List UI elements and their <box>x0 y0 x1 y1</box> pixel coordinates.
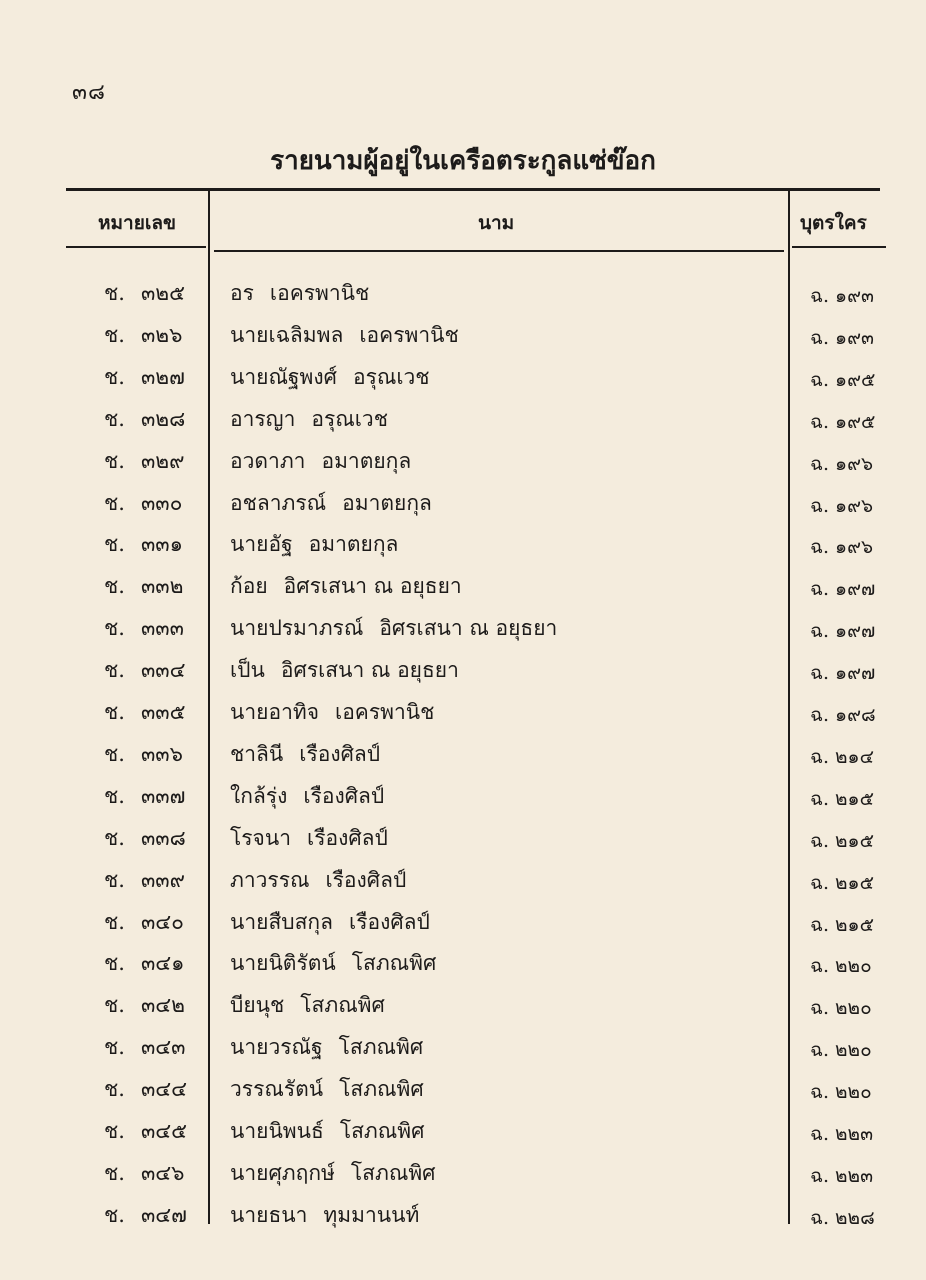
last-name: เรืองศิลป์ <box>303 784 385 808</box>
last-name: โสภณพิศ <box>338 1035 424 1059</box>
row-prefix: ช. <box>104 826 125 850</box>
last-name: อรุณเวช <box>311 407 388 431</box>
row-prefix: ช. <box>104 323 125 347</box>
table-row <box>0 570 926 610</box>
page-title: รายนามผู้อยู่ในเครือตระกูลแซ่ข๊อก <box>270 146 656 176</box>
first-name: ก้อย <box>230 574 268 598</box>
row-child-of: ฉ. ๒๑๕ <box>810 914 874 936</box>
last-name: ทุมมานนท์ <box>323 1203 420 1227</box>
table-row <box>0 654 926 694</box>
row-index: ๓๔๖ <box>140 1161 185 1185</box>
row-index: ๓๔๗ <box>140 1203 187 1227</box>
row-prefix: ช. <box>104 532 125 556</box>
last-name: อรุณเวช <box>352 365 430 389</box>
row-prefix: ช. <box>104 951 125 975</box>
row-number <box>104 906 184 939</box>
table-row <box>0 906 926 946</box>
row-prefix: ช. <box>104 407 125 431</box>
row-prefix: ช. <box>104 784 125 808</box>
row-index: ๓๓๔ <box>140 658 186 682</box>
row-prefix: ช. <box>104 700 125 724</box>
row-index: ๓๒๖ <box>140 323 183 347</box>
table-row <box>0 528 926 568</box>
table-row <box>0 487 926 527</box>
last-name: โสภณพิศ <box>300 993 385 1017</box>
row-number <box>104 1199 187 1232</box>
table-row <box>0 403 926 443</box>
row-number <box>104 1157 185 1190</box>
first-name: นายนิติรัตน์ <box>230 951 336 975</box>
last-name: เอครพานิช <box>335 700 435 724</box>
first-name: นายศุภฤกษ์ <box>230 1161 335 1185</box>
row-prefix: ช. <box>104 574 125 598</box>
row-name <box>230 1115 424 1148</box>
row-name <box>230 738 380 771</box>
last-name: โสภณพิศ <box>339 1077 424 1101</box>
row-index: ๓๓๑ <box>140 532 183 556</box>
row-prefix: ช. <box>104 491 125 515</box>
table-row <box>0 319 926 359</box>
first-name: นายอาทิจ <box>230 700 320 724</box>
table-row <box>0 696 926 736</box>
row-index: ๓๓๒ <box>140 574 184 598</box>
row-index: ๓๔๒ <box>140 993 186 1017</box>
first-name: วรรณรัตน์ <box>230 1077 324 1101</box>
first-name: นายปรมาภรณ์ <box>230 616 364 640</box>
first-name: บียนุช <box>230 993 285 1017</box>
last-name: เรืองศิลป์ <box>307 826 388 850</box>
row-child-of: ฉ. ๒๒๐ <box>810 997 872 1019</box>
last-name: เรืองศิลป์ <box>349 910 430 934</box>
table-top-rule <box>66 188 880 191</box>
row-name <box>230 361 430 394</box>
row-name <box>230 277 369 310</box>
first-name: โรจนา <box>230 826 292 850</box>
first-name: เป็น <box>230 658 265 682</box>
first-name: ภาวรรณ <box>230 868 310 892</box>
row-child-of: ฉ. ๒๒๐ <box>810 1039 872 1061</box>
table-row <box>0 1199 926 1239</box>
row-child-of: ฉ. ๑๙๗ <box>810 578 876 600</box>
row-child-of: ฉ. ๒๑๕ <box>810 872 874 894</box>
row-index: ๓๔๓ <box>140 1035 186 1059</box>
table-row <box>0 947 926 987</box>
table-row <box>0 1073 926 1113</box>
first-name: นายเฉลิมพล <box>230 323 344 347</box>
table-row <box>0 822 926 862</box>
last-name: โสภณพิศ <box>350 1161 436 1185</box>
header-child-of: บุตรใคร <box>800 212 867 234</box>
row-name <box>230 696 434 729</box>
row-name <box>230 864 406 897</box>
row-prefix: ช. <box>104 1077 125 1101</box>
header-rule-right <box>792 246 886 248</box>
first-name: นายวรณัฐ <box>230 1035 323 1059</box>
table-row <box>0 1031 926 1071</box>
table-row <box>0 361 926 401</box>
last-name: อิศรเสนา ณ อยุธยา <box>280 658 459 682</box>
last-name: อิศรเสนา ณ อยุธยา <box>379 616 558 640</box>
row-child-of: ฉ. ๑๙๓ <box>810 327 874 349</box>
row-index: ๓๓๖ <box>140 742 183 766</box>
row-child-of: ฉ. ๑๙๗ <box>810 620 876 642</box>
row-number <box>104 696 186 729</box>
last-name: โสภณพิศ <box>339 1119 425 1143</box>
row-prefix: ช. <box>104 449 125 473</box>
row-index: ๓๓๓ <box>140 616 185 640</box>
row-name <box>230 1199 419 1232</box>
table-row <box>0 738 926 778</box>
row-child-of: ฉ. ๒๑๕ <box>810 788 874 810</box>
table-row <box>0 989 926 1029</box>
header-rule-left <box>66 246 206 248</box>
last-name: เรืองศิลป์ <box>325 868 407 892</box>
row-name <box>230 487 432 520</box>
first-name: อร <box>230 281 254 305</box>
row-child-of: ฉ. ๑๙๕ <box>810 369 876 391</box>
first-name: นายธนา <box>230 1203 308 1227</box>
row-index: ๓๓๗ <box>140 784 186 808</box>
row-prefix: ช. <box>104 742 125 766</box>
last-name: อิศรเสนา ณ อยุธยา <box>283 574 462 598</box>
row-number <box>104 487 182 520</box>
row-index: ๓๓๙ <box>140 868 186 892</box>
header-number: หมายเลข <box>98 212 176 234</box>
row-number <box>104 319 182 352</box>
page-number: ๓๘ <box>72 80 107 105</box>
last-name: เรืองศิลป์ <box>299 742 381 766</box>
row-child-of: ฉ. ๒๒๓ <box>810 1165 874 1187</box>
row-number <box>104 1115 187 1148</box>
row-index: ๓๔๑ <box>140 951 185 975</box>
first-name: อวดาภา <box>230 449 306 473</box>
row-name <box>230 528 398 561</box>
table-row <box>0 612 926 652</box>
first-name: อารญา <box>230 407 296 431</box>
row-name <box>230 1073 424 1106</box>
row-prefix: ช. <box>104 1119 125 1143</box>
row-name <box>230 403 388 436</box>
row-prefix: ช. <box>104 1035 125 1059</box>
row-number <box>104 445 185 478</box>
row-child-of: ฉ. ๒๑๔ <box>810 746 874 768</box>
row-prefix: ช. <box>104 616 125 640</box>
row-child-of: ฉ. ๒๒๐ <box>810 1081 872 1103</box>
table-row <box>0 1157 926 1197</box>
row-index: ๓๒๙ <box>140 449 185 473</box>
row-name <box>230 612 557 645</box>
row-prefix: ช. <box>104 1161 125 1185</box>
row-name <box>230 319 459 352</box>
row-index: ๓๓๕ <box>140 700 186 724</box>
table-row <box>0 864 926 904</box>
row-index: ๓๒๕ <box>140 281 186 305</box>
row-prefix: ช. <box>104 365 125 389</box>
row-index: ๓๔๕ <box>140 1119 188 1143</box>
row-number <box>104 864 185 897</box>
last-name: โสภณพิศ <box>351 951 437 975</box>
header-name: นาม <box>478 212 515 234</box>
row-name <box>230 906 430 939</box>
table-row <box>0 277 926 317</box>
first-name: ชาลินี <box>230 742 284 766</box>
last-name: เอครพานิช <box>269 281 370 305</box>
row-name <box>230 570 462 603</box>
row-number <box>104 361 185 394</box>
row-number <box>104 1031 186 1064</box>
row-number <box>104 277 185 310</box>
first-name: อชลาภรณ์ <box>230 491 327 515</box>
last-name: เอครพานิช <box>359 323 459 347</box>
last-name: อมาตยกุล <box>342 491 432 515</box>
row-prefix: ช. <box>104 993 125 1017</box>
row-index: ๓๓๐ <box>140 491 183 515</box>
row-number <box>104 780 185 813</box>
row-name <box>230 989 385 1022</box>
table-row <box>0 780 926 820</box>
row-number <box>104 570 184 603</box>
row-child-of: ฉ. ๒๒๘ <box>810 1207 875 1229</box>
row-child-of: ฉ. ๑๙๖ <box>810 453 874 475</box>
row-number <box>104 612 184 645</box>
row-prefix: ช. <box>104 658 125 682</box>
row-number <box>104 738 183 771</box>
row-number <box>104 654 186 687</box>
first-name: นายสืบสกุล <box>230 910 334 934</box>
row-name <box>230 780 384 813</box>
first-name: นายณัฐพงศ์ <box>230 365 337 389</box>
row-prefix: ช. <box>104 281 125 305</box>
row-child-of: ฉ. ๑๙๗ <box>810 662 876 684</box>
row-child-of: ฉ. ๑๙๘ <box>810 704 876 726</box>
row-prefix: ช. <box>104 1203 125 1227</box>
row-index: ๓๒๘ <box>140 407 186 431</box>
row-name <box>230 445 411 478</box>
row-child-of: ฉ. ๑๙๓ <box>810 285 874 307</box>
table-row <box>0 1115 926 1155</box>
row-prefix: ช. <box>104 910 125 934</box>
first-name: นายอัฐ <box>230 532 293 556</box>
row-index: ๓๓๘ <box>140 826 186 850</box>
row-index: ๓๒๗ <box>140 365 185 389</box>
row-number <box>104 1073 187 1106</box>
row-number <box>104 947 185 980</box>
row-index: ๓๔๔ <box>140 1077 188 1101</box>
row-name <box>230 1031 423 1064</box>
row-child-of: ฉ. ๑๙๕ <box>810 411 876 433</box>
row-child-of: ฉ. ๒๑๕ <box>810 830 874 852</box>
first-name: ใกล้รุ่ง <box>230 784 288 808</box>
table-row <box>0 445 926 485</box>
row-name <box>230 654 459 687</box>
row-child-of: ฉ. ๑๙๖ <box>810 495 874 517</box>
row-child-of: ฉ. ๒๒๐ <box>810 955 872 977</box>
row-number <box>104 528 183 561</box>
last-name: อมาตยกุล <box>321 449 412 473</box>
row-child-of: ฉ. ๑๙๖ <box>810 536 874 558</box>
row-number <box>104 822 186 855</box>
row-prefix: ช. <box>104 868 125 892</box>
row-child-of: ฉ. ๒๒๓ <box>810 1123 874 1145</box>
first-name: นายนิพนธ์ <box>230 1119 324 1143</box>
last-name: อมาตยกุล <box>308 532 399 556</box>
row-name <box>230 822 388 855</box>
row-number <box>104 989 185 1022</box>
header-rule-middle <box>214 250 784 252</box>
row-name <box>230 1157 436 1190</box>
row-number <box>104 403 185 436</box>
row-name <box>230 947 436 980</box>
row-index: ๓๔๐ <box>140 910 185 934</box>
